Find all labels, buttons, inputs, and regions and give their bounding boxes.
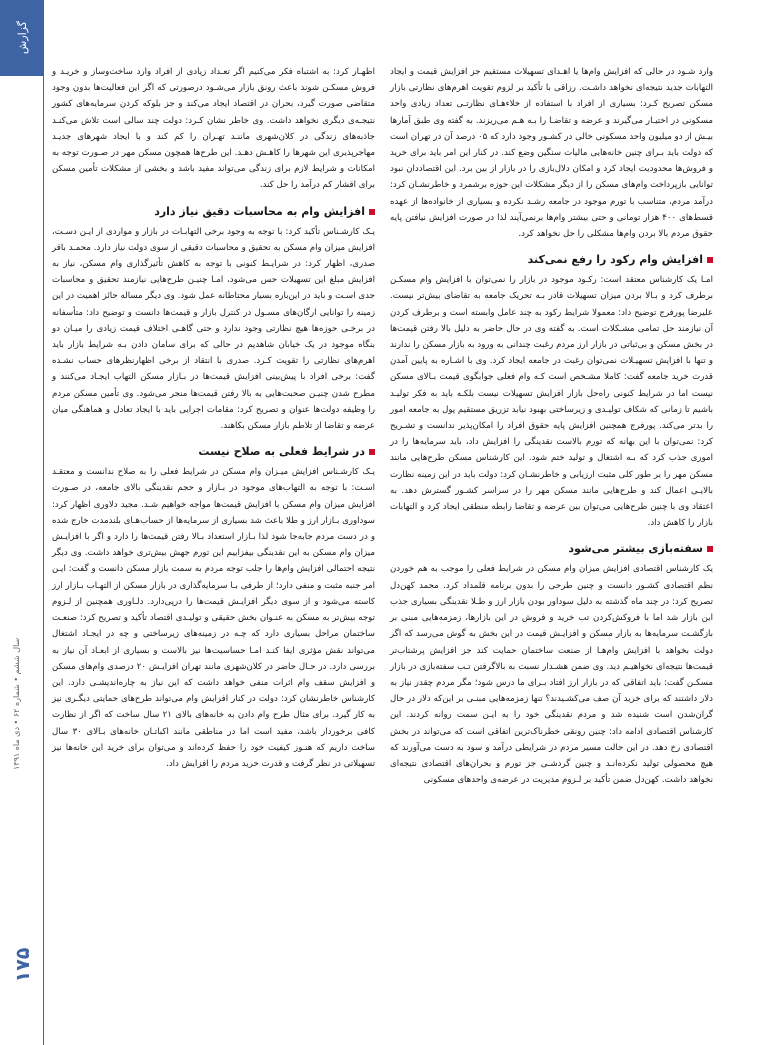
bullet-square-icon: [707, 546, 713, 552]
bullet-square-icon: [369, 449, 375, 455]
section-tab: [0, 0, 44, 76]
paragraph: یـک کارشـناس افزایش میـزان وام مسکن در شرایط فعلی را به صلاح ندانست و معتقـد اسـت: با توجه به التهاب‌های موجود در بـازار و حجم نقدینگی بالای جامعه، در صـورت افزایش میزان وام مسکن با افزایش قیمت‌ها مواجه خواهیم شـد. مجید دلاوری اظهار کرد: سوداوری بـازار ارز و طلا باعث شد بسیاری از سرمایه‌ها از حساب‌هـای بلندمدت خارج شده و در دست مردم جابه‌جا شود لذا بـازار استعداد بـالا رفتن قیمت‌ها را دارد و اگر با افزایـش میزان وام مسکن به این نقدینگی بیفزاییم این تورم جهش بیش‌تری خواهد داشت. وی دیگر نتیجه احتمالی افزایش وام‌ها را جلب توجه مردم به سمت بازار مسکن دانست و گفت: ایـن امر جنبه مثبت و منفی دارد؛ از طرفی بـا سرمایه‌گذاری در بازار مسکن از التهـاب بـازار ارز کاسته می‌شود و از سوی دیگر افزایـش قیمت‌ها را درپی‌دارد. دلـاوری همچنین از لـزوم توجه بیش‌تر به مسکن به عنـوان بخش حقیقی و تولیـدی اقتصاد تأکید و تصریح کرد: صنعـت ساختمان مراحل بسیاری دارد که چـه در زمینه‌های زیرساختی و چه در ایجـاد اشتغال می‌تواند نقش مؤثری ایفا کنـد امـا حساسیت‌ها نیز بالاست و بسیاری از ابعـاد آن نیاز به بررسی دارد. در حـال حاضر در کلان‌شهری مانند تهران افزایـش ۲۰ درصدی وام‌های مسکن و افزایش سقف وام اثرات منفی خواهد داشت که این نیاز به چاره‌اندیشـی دارد. این کارشناس خاطرنشان کرد: دولت در کنار افزایش وام می‌تواند طرح‌های حمایتی دیگـری نیز به کار گیرد. برای مثال طرح وام دادن به خانه‌های بالای ۲۱ سال ساخت که اگر از نظارت کافی برخوردار باشد، مفید است اما در مناطقی مانند اکباتـان خانه‌های بـالای ۳۰ سال ساخت داریم که هنـوز کیفیت خود را حفظ کرده‌اند و می‌توان برای خرید این خانه‌ها نیز تسهیلاتی در نظر گرفت و قدرت خرید مردم را افزایش داد.: [52, 467, 376, 769]
section-heading: [52, 204, 375, 220]
paragraph: یک کارشناس اقتصادی افزایش میزان وام مسکن در شرایط فعلی را موجب به هم خوردن نظم اقتصادی کشـور دانست و چنین طرحی را بدون برنامه قلمداد کرد. محمد کهن‌دل تصریح کرد: در چند ماه گذشته به دلیل سوداور بودن بازار ارز و طـلا نقدینگی بسیاری جذب این بازار شد اما با فروکش‌کردن تب خرید و فروش در این بازارها، زمزمه‌هایی مبنی بر بازگشـت سرمایه‌ها به بازار مسکن و افزایـش قیمت در این بخش به گوش می‌رسد که اگر دولت بخواهد با افزایش وام‌هـا از صنعت ساختمان حمایت کند جز افزایش پرشتاب‌تر قیمت‌ها نتیجه‌ای نخواهیـم دید. وی ضمن هشـدار نسبت به بالاگرفتن تـب سفته‌بازی در بازار مسکـن گفت: باید اتفاقی که در بازار ارز افتاد بـرای ما درس شود؛ مگر مردم چقدر نیاز به دلار داشتند که برای خرید آن صف می‌کشـیدند؟ تنها زمزمه‌هایی مبنـی بر این‌که دلار در حال گران‌شدن است شنیده شد و مردم نقدینگی خود را به ایـن سمت روانه کردند. این کارشناس اقتصادی ادامه داد: چنین رونقی خطرناک‌ترین اتفاقی است که می‌تواند در بخش اقتصادی رخ دهد. در این حالت مسیر مردم در شرایطی درآمد و سود به دست می‌آورند که هیچ محصولی تولید نکرده‌انـد و چنین گردشـی جز تورم و بحران‌های اقتصادی نتیجه‌ای نخواهد داشت. کهن‌دل ضمن تأکید بر لـزوم مدیریت در عرضه‌ی واحدهای مسکونی: [390, 564, 713, 786]
heading-text: افزایش وام رکود را رفع نمی‌کند: [527, 253, 703, 267]
heading-text: در شرایط فعلی به صلاح نیست: [198, 445, 365, 459]
section-heading: [390, 541, 713, 557]
right-column: [390, 64, 713, 788]
heading-text: افزایش وام به محاسبات دقیق نیاز دارد: [154, 204, 365, 218]
bullet-square-icon: [369, 209, 375, 215]
section-heading: [52, 444, 375, 460]
section-label: گزارش: [15, 21, 29, 55]
bullet-square-icon: [707, 257, 713, 263]
section-heading: [390, 252, 713, 268]
paragraph: وارد شـود در حالی که افزایش وام‌ها یا اهـدای تسهیلات مستقیم جز افزایش قیمت و ایجاد التهابات جدید نتیجه‌ای نخواهد داشـت. رزاقی با تأکید بر لزوم تقویت اهرم‌های نظارتی بازار مسکن تصریح کـرد: بسیاری از افراد با استفاده از خلاءهـای نظارتـی تعداد زیادی واحد مسکونی در اختیـار می‌گیرند و عرضه و تقاضـا را بـه هـم می‌ریزند. به گفته وی طبق آمارها بیـش از دو میلیون واحد مسکونی خالی در کشـور وجود دارد که ۰۵ درصد آن در تهران است که دولت باید بـرای چنین خانه‌هایی مالیات سنگین وضع کند. در کنار این امر باید برای خرید و فروش‌ها محدودیت ایجاد کرد و امکان دلال‌بازی را در بازار از بین برد. این اقتصاددان نبود توانایی بازپرداخت وام‌های مسکن را از دیگر مشکلات این حوزه برشمرد و خاطرنشـان کرد: درآمد مردم، متناسب با تورم موجود در جامعه رشـد نکرده و بسیاری از خانواده‌ها از عهده قسط‌های ۴۰۰ هزار تومانی و حتی بیشتر وام‌ها برنمی‌آیند لذا در صورت افزایش نیافتن پایه حقوق مردم بالا بردن وام‌ها مشکلی را حل نخواهد کرد.: [390, 67, 713, 240]
paragraph: اظهـار کرد: به اشتباه فکر می‌کنیم اگر تعـداد زیادی از افراد وارد ساخت‌وساز و خریـد و فروش مسکـن شوند باعث رونق بازار می‌شـود درصورتی که اگر این فعالیت‌ها بدون وجود متقاضی صورت گیرد، بحران در اقتصاد ایجاد می‌کند و جز بلوکه کردن سرمایه‌های کشور نتیجـه‌ی دیگری نخواهد داشت. وی خاطر نشان کـرد: دولت چند سالی است تلاش می‌کنـد جاذبه‌های زندگی در کلان‌شهری ماننـد تهـران را کم کند و با ایجاد شهرهای جدیـد مهاجرپذیری این شهرها را کاهـش دهـد. این طرح‌ها همچون مسکن مهر در صـورت توجه به امکانات و شرایط لازم برای زندگی می‌تواند مفید باشد و بخشی از مشکلات تأمین مسکن برای اقشار کم درآمد را حل کند.: [52, 67, 375, 191]
side-strip: [0, 0, 44, 1045]
left-column: [52, 64, 375, 772]
paragraph: امـا یک کارشناس معتقد است: رکـود موجود در بازار را نمی‌توان با افزایش وام مسکـن برطرف کرد و بـالا بردن میزان تسهیلات قادر بـه تحریک جامعه به تقاضای بیش‌تر نیست. علیرضا پورفرج توضیح داد: معمولا شرایط رکود به چند عامل وابسته است و برطرف کردن آن نیازمند حل تمامی مشـکلات است. به گفته وی در حال حاضر به دلیل بالا رفتن قیمت‌ها در بخش مسکن و بی‌ثباتی در بازار ارز مردم رغبت چندانی به ورود به بازار مسکن را ندارند و تنها با افزایش تسهیـلات نمی‌توان رغبت در جامعه ایجاد کرد. وی با اشـاره به پایین آمدن قدرت خرید جامعه گفت: کاملا مشـخص است کـه وام فعلی جوابگوی قیمت بـالای مسکن نیست اما در شرایط کنونی راه‌حل بازار افزایش تسهیلات نیست بلکـه باید به فکر تولیـد باشیم تا زمانی که شکاف تولیـدی و زیرساختی بهبود نیابد تزریق مستقیم پول به جامعه امور را بدتر می‌کند. پورفرج همچنین افزایش پایه حقوق افراد را امکان‌پذیر ندانست و تشـریح کرد: نمی‌توان با این بهانه که تورم بالاست نقدینگی را افزایش داد، باید سرمایه‌ها را در اموری جذب کرد که بـه اشتغال و تولید ختم شود. این کارشناس مسکن طرح‌هایی مانند مسکن مهر را بر طور کلی مثبت ارزیابی و خاطرنشـان کرد: دولت باید در این زمینه نظارت بالایـی اعمال کند و طرح‌هایی مانند مسکن مهر را در سراسر کشـور گسترش دهد. به اعتقاد وی با چنین طرح‌هایی می‌توان بین عرضه و تقاضا رابطه منطقی ایجاد کرد و التهابات بازار را کاهش داد.: [390, 275, 713, 529]
paragraph: یـک کارشـناس تأکید کرد: با توجه به وجود برخی التهابـات در بازار و مواردی از ایـن دسـت، افزایش میزان وام مسکن به تحقیق و محاسبات دقیقی از سوی دولت نیاز دارد. محمـد باقر صدری، اظهار کرد: در شرایـط کنونی با توجه به کاهش تأثیرگذاری وام مسکن، نیاز به افزایش مبلغ این تسهیلات حس می‌شود، امـا چنیـن طرح‌هایی نیازمند تحقیق و محاسبات جدی اسـت و باید در این‌باره بسیار محتاطانه عمل شود. وی دیگر مساله حائز اهمیت در این زمینه را توانایی ارگان‌های مسـول در کنترل بازار و قیمت‌ها دانست و توضیح داد: متأسفانه در برخـی حوزه‌ها هیچ نظارتی وجود ندارد و حتی گاهـی اختلاف قیمت زیادی را میـان دو بنگاه موجود در یک خیابان شاهدیم در حالی که برای سامان دادن بـه شرایط بازار باید اهرم‌های نظارتی را تقویت کـرد. صدری با انتقاد از برخی اظهارنظرهای حساب نشـده گفت: برخی افراد با پیش‌بینی افزایش قیمت‌ها در بـازار مسکن التهاب ایجـاد می‌کنند و مطرح شدن چنیـن صحبت‌هایی به بالا رفتن قیمت‌ها منجر می‌شود. وی تأمین مسکن مردم را وظیفه دولت‌ها عنوان و تصریح کرد: مقامات اجرایی باید با ایجاد تعادل و هماهنگی میان عرضه و تقاضا از تلاطم بازار مسکن بکاهند.: [52, 226, 375, 432]
heading-text: سفته‌بازی بیشتر می‌شود: [568, 542, 703, 556]
issue-info: سال ششم • شماره ۶۲ • دی ماه ۱۳۹۱: [12, 637, 21, 770]
sidebar-divider: [43, 76, 44, 1045]
page-number: ۱۷۵: [12, 947, 34, 983]
